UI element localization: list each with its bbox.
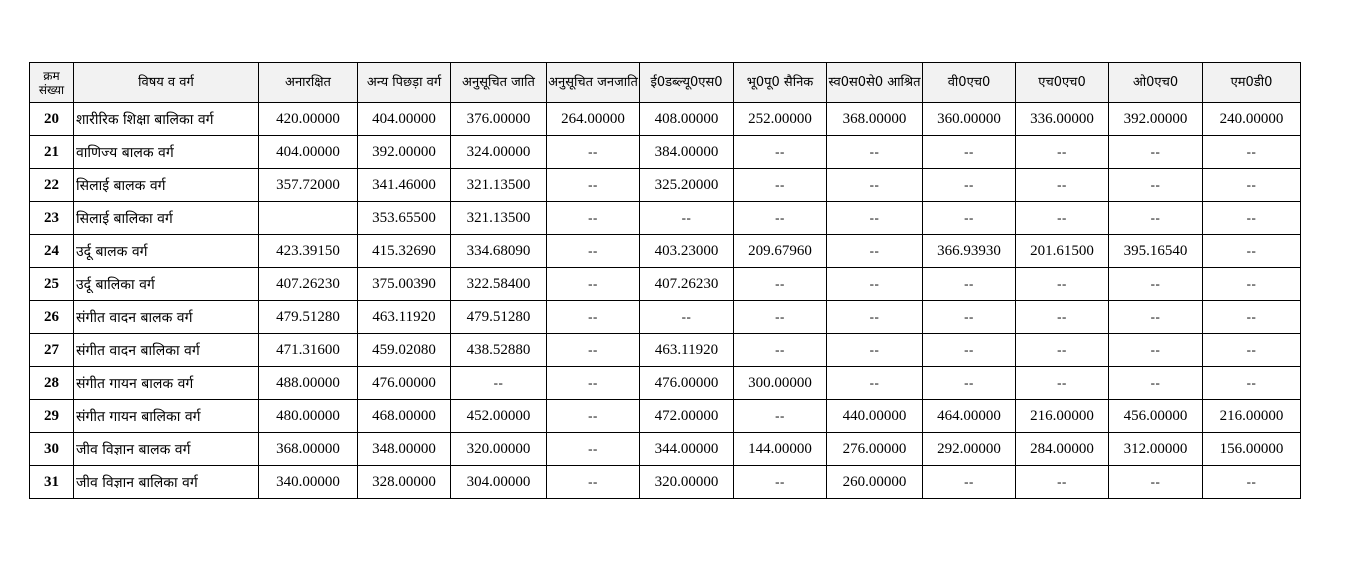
- cell-st: --: [547, 367, 640, 400]
- header-obc: अन्य पिछड़ा वर्ग: [358, 63, 451, 103]
- cell-hh: --: [1016, 466, 1109, 499]
- cell-md: --: [1203, 268, 1301, 301]
- cell-hh: 336.00000: [1016, 103, 1109, 136]
- cell-sc: 321.13500: [451, 169, 547, 202]
- cell-serial: 22: [30, 169, 74, 202]
- cell-ff-dependent: 368.00000: [827, 103, 923, 136]
- cell-serial: 21: [30, 136, 74, 169]
- cell-ews: 320.00000: [640, 466, 734, 499]
- cell-subject: उर्दू बालक वर्ग: [74, 235, 259, 268]
- cell-unreserved: 423.39150: [259, 235, 358, 268]
- cell-serial: 28: [30, 367, 74, 400]
- table-row: [30, 169, 1301, 202]
- cell-subject: सिलाई बालिका वर्ग: [74, 202, 259, 235]
- cell-oh: --: [1109, 334, 1203, 367]
- cell-sc: 452.00000: [451, 400, 547, 433]
- cell-subject: उर्दू बालिका वर्ग: [74, 268, 259, 301]
- cell-ex-serviceman: 252.00000: [734, 103, 827, 136]
- cell-obc: 476.00000: [358, 367, 451, 400]
- cell-unreserved: 420.00000: [259, 103, 358, 136]
- cell-unreserved: 340.00000: [259, 466, 358, 499]
- cell-serial: 30: [30, 433, 74, 466]
- cell-oh: --: [1109, 169, 1203, 202]
- cell-obc: 348.00000: [358, 433, 451, 466]
- cell-obc: 459.02080: [358, 334, 451, 367]
- cell-serial: 31: [30, 466, 74, 499]
- cell-ff-dependent: --: [827, 136, 923, 169]
- cell-ex-serviceman: --: [734, 136, 827, 169]
- cell-ff-dependent: --: [827, 301, 923, 334]
- cell-ews: --: [640, 301, 734, 334]
- cell-oh: --: [1109, 136, 1203, 169]
- cell-md: --: [1203, 169, 1301, 202]
- header-hh: एच0एच0: [1016, 63, 1109, 103]
- cell-ff-dependent: --: [827, 334, 923, 367]
- cell-md: --: [1203, 136, 1301, 169]
- cell-hh: --: [1016, 301, 1109, 334]
- cell-vh: --: [923, 169, 1016, 202]
- cell-serial: 27: [30, 334, 74, 367]
- table-row: [30, 367, 1301, 400]
- header-serial: क्रम संख्या: [30, 63, 74, 103]
- table-body: [30, 103, 1301, 499]
- header-st: अनुसूचित जनजाति: [547, 63, 640, 103]
- cell-sc: 334.68090: [451, 235, 547, 268]
- cell-st: --: [547, 334, 640, 367]
- cell-sc: 479.51280: [451, 301, 547, 334]
- cell-sc: 322.58400: [451, 268, 547, 301]
- cell-oh: --: [1109, 268, 1203, 301]
- table-row: [30, 400, 1301, 433]
- cell-ex-serviceman: --: [734, 268, 827, 301]
- cell-unreserved: 479.51280: [259, 301, 358, 334]
- cell-st: --: [547, 202, 640, 235]
- cell-obc: 328.00000: [358, 466, 451, 499]
- cell-st: --: [547, 400, 640, 433]
- cell-ews: 403.23000: [640, 235, 734, 268]
- cell-sc: 376.00000: [451, 103, 547, 136]
- cell-md: 240.00000: [1203, 103, 1301, 136]
- cell-sc: 320.00000: [451, 433, 547, 466]
- table-row: [30, 334, 1301, 367]
- cell-sc: 324.00000: [451, 136, 547, 169]
- cell-hh: 201.61500: [1016, 235, 1109, 268]
- cell-ex-serviceman: 209.67960: [734, 235, 827, 268]
- table-row: [30, 301, 1301, 334]
- cell-subject: संगीत वादन बालिका वर्ग: [74, 334, 259, 367]
- cell-ews: 408.00000: [640, 103, 734, 136]
- cell-ff-dependent: 260.00000: [827, 466, 923, 499]
- cell-st: --: [547, 433, 640, 466]
- cell-obc: 353.65500: [358, 202, 451, 235]
- cell-vh: 366.93930: [923, 235, 1016, 268]
- cell-ews: 384.00000: [640, 136, 734, 169]
- header-ex-serviceman: भू0पू0 सैनिक: [734, 63, 827, 103]
- cutoff-marks-table: [29, 62, 1301, 499]
- cell-ews: 472.00000: [640, 400, 734, 433]
- cell-ews: 463.11920: [640, 334, 734, 367]
- cell-serial: 29: [30, 400, 74, 433]
- cell-vh: --: [923, 301, 1016, 334]
- cell-obc: 463.11920: [358, 301, 451, 334]
- cell-subject: संगीत गायन बालिका वर्ग: [74, 400, 259, 433]
- cell-obc: 375.00390: [358, 268, 451, 301]
- table-row: [30, 136, 1301, 169]
- cell-ex-serviceman: --: [734, 400, 827, 433]
- cell-oh: 392.00000: [1109, 103, 1203, 136]
- table-row: [30, 202, 1301, 235]
- cell-md: --: [1203, 235, 1301, 268]
- cell-md: 156.00000: [1203, 433, 1301, 466]
- cell-st: --: [547, 235, 640, 268]
- cell-ex-serviceman: --: [734, 202, 827, 235]
- cell-st: --: [547, 301, 640, 334]
- cell-vh: 292.00000: [923, 433, 1016, 466]
- cell-vh: --: [923, 268, 1016, 301]
- cell-obc: 415.32690: [358, 235, 451, 268]
- cell-ff-dependent: --: [827, 169, 923, 202]
- cell-oh: --: [1109, 367, 1203, 400]
- cell-ex-serviceman: --: [734, 301, 827, 334]
- header-subject: विषय व वर्ग: [74, 63, 259, 103]
- cell-hh: --: [1016, 334, 1109, 367]
- cell-serial: 23: [30, 202, 74, 235]
- cell-md: --: [1203, 202, 1301, 235]
- cell-subject: संगीत गायन बालक वर्ग: [74, 367, 259, 400]
- cell-oh: --: [1109, 202, 1203, 235]
- table-row: [30, 433, 1301, 466]
- cell-serial: 20: [30, 103, 74, 136]
- cell-subject: वाणिज्य बालक वर्ग: [74, 136, 259, 169]
- cell-subject: जीव विज्ञान बालक वर्ग: [74, 433, 259, 466]
- table-row: [30, 235, 1301, 268]
- cell-serial: 26: [30, 301, 74, 334]
- cell-ff-dependent: --: [827, 367, 923, 400]
- cell-oh: --: [1109, 301, 1203, 334]
- header-ews: ई0डब्ल्यू0एस0: [640, 63, 734, 103]
- cell-unreserved: 488.00000: [259, 367, 358, 400]
- cell-subject: सिलाई बालक वर्ग: [74, 169, 259, 202]
- cell-hh: --: [1016, 268, 1109, 301]
- cell-serial: 24: [30, 235, 74, 268]
- cell-hh: --: [1016, 169, 1109, 202]
- cell-unreserved: 407.26230: [259, 268, 358, 301]
- header-md: एम0डी0: [1203, 63, 1301, 103]
- cell-md: 216.00000: [1203, 400, 1301, 433]
- cell-ews: 344.00000: [640, 433, 734, 466]
- cell-subject: संगीत वादन बालक वर्ग: [74, 301, 259, 334]
- cell-vh: 464.00000: [923, 400, 1016, 433]
- cell-ex-serviceman: --: [734, 334, 827, 367]
- cell-md: --: [1203, 301, 1301, 334]
- cell-obc: 341.46000: [358, 169, 451, 202]
- cell-md: --: [1203, 334, 1301, 367]
- cell-obc: 404.00000: [358, 103, 451, 136]
- cell-md: --: [1203, 367, 1301, 400]
- cell-unreserved: 471.31600: [259, 334, 358, 367]
- cell-obc: 468.00000: [358, 400, 451, 433]
- table-row: [30, 466, 1301, 499]
- cell-ff-dependent: --: [827, 235, 923, 268]
- cell-subject: शारीरिक शिक्षा बालिका वर्ग: [74, 103, 259, 136]
- cell-unreserved: [259, 202, 358, 235]
- table-header-row: [30, 63, 1301, 103]
- cell-sc: 321.13500: [451, 202, 547, 235]
- cell-hh: 216.00000: [1016, 400, 1109, 433]
- cell-vh: --: [923, 202, 1016, 235]
- cell-ex-serviceman: --: [734, 466, 827, 499]
- cell-ews: --: [640, 202, 734, 235]
- header-ff-dependent: स्व0स0से0 आश्रित: [827, 63, 923, 103]
- cell-hh: --: [1016, 136, 1109, 169]
- cell-ff-dependent: --: [827, 268, 923, 301]
- cell-vh: --: [923, 136, 1016, 169]
- cell-oh: 395.16540: [1109, 235, 1203, 268]
- cell-ews: 407.26230: [640, 268, 734, 301]
- cell-hh: 284.00000: [1016, 433, 1109, 466]
- table-row: [30, 103, 1301, 136]
- cell-st: --: [547, 268, 640, 301]
- cell-md: --: [1203, 466, 1301, 499]
- cell-vh: --: [923, 466, 1016, 499]
- cell-ex-serviceman: 300.00000: [734, 367, 827, 400]
- cell-unreserved: 357.72000: [259, 169, 358, 202]
- cell-sc: 304.00000: [451, 466, 547, 499]
- cell-hh: --: [1016, 202, 1109, 235]
- cell-sc: 438.52880: [451, 334, 547, 367]
- cell-st: --: [547, 466, 640, 499]
- cell-subject: जीव विज्ञान बालिका वर्ग: [74, 466, 259, 499]
- cell-unreserved: 368.00000: [259, 433, 358, 466]
- cell-unreserved: 480.00000: [259, 400, 358, 433]
- table-row: [30, 268, 1301, 301]
- cell-st: --: [547, 169, 640, 202]
- cell-ff-dependent: 440.00000: [827, 400, 923, 433]
- header-vh: वी0एच0: [923, 63, 1016, 103]
- cell-sc: --: [451, 367, 547, 400]
- cell-serial: 25: [30, 268, 74, 301]
- header-oh: ओ0एच0: [1109, 63, 1203, 103]
- cell-oh: 312.00000: [1109, 433, 1203, 466]
- cell-st: --: [547, 136, 640, 169]
- cell-ews: 325.20000: [640, 169, 734, 202]
- cell-ff-dependent: 276.00000: [827, 433, 923, 466]
- header-unreserved: अनारक्षित: [259, 63, 358, 103]
- cell-ex-serviceman: 144.00000: [734, 433, 827, 466]
- cell-ews: 476.00000: [640, 367, 734, 400]
- cell-vh: --: [923, 367, 1016, 400]
- cell-oh: --: [1109, 466, 1203, 499]
- cell-obc: 392.00000: [358, 136, 451, 169]
- cell-ex-serviceman: --: [734, 169, 827, 202]
- cell-vh: --: [923, 334, 1016, 367]
- header-sc: अनुसूचित जाति: [451, 63, 547, 103]
- cell-hh: --: [1016, 367, 1109, 400]
- cell-oh: 456.00000: [1109, 400, 1203, 433]
- cell-vh: 360.00000: [923, 103, 1016, 136]
- cell-ff-dependent: --: [827, 202, 923, 235]
- cell-st: 264.00000: [547, 103, 640, 136]
- cell-unreserved: 404.00000: [259, 136, 358, 169]
